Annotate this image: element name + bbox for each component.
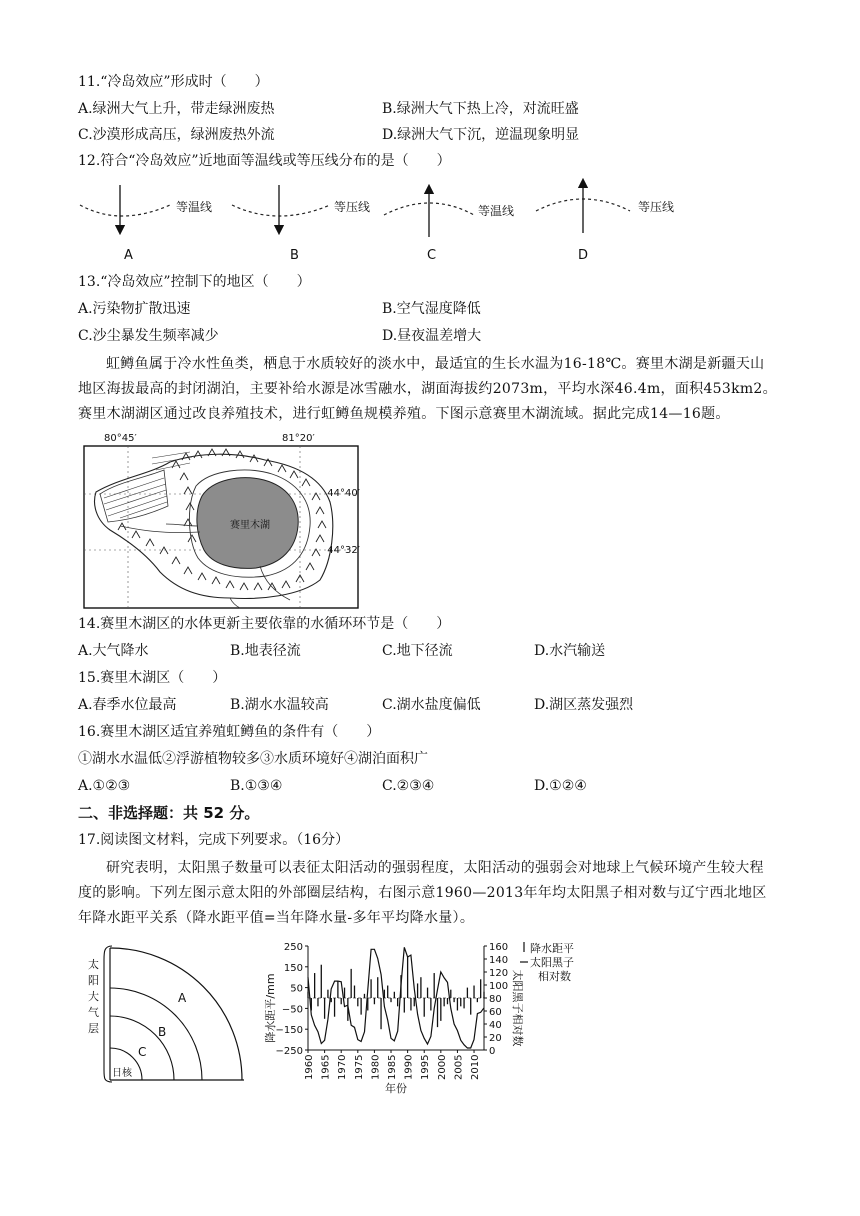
y-right-tick-label: 60: [489, 1007, 502, 1018]
q14-option-c: C.地下径流: [382, 643, 453, 659]
diagram-a: [80, 185, 212, 263]
y-left-tick-label: 250: [283, 942, 303, 953]
lake-label: 赛里木湖: [230, 520, 270, 531]
y-left-tick-label: −250: [275, 1046, 303, 1057]
q16-option-b: B.①③④: [230, 778, 283, 794]
y-right-tick-label: 140: [489, 955, 509, 966]
core-label: 日核: [112, 1068, 132, 1079]
q16-option-d: D.①②④: [534, 778, 587, 794]
x-tick-label: 1980: [370, 1054, 382, 1080]
q11-option-b: B.绿洲大气下热上冷，对流旺盛: [382, 101, 579, 117]
q13-option-b: B.空气湿度降低: [382, 301, 481, 317]
x-tick-label: 2005: [453, 1054, 465, 1080]
legend-sunspot-2: 相对数: [538, 970, 571, 983]
x-tick-label: 1990: [403, 1054, 415, 1080]
y-right-tick-label: 160: [489, 942, 509, 953]
diagram-b-letter: B: [290, 248, 299, 263]
diagram-d-letter: D: [578, 248, 589, 263]
q13-option-c: C.沙尘暴发生频率减少: [78, 328, 219, 344]
y-left-tick-label: 50: [290, 983, 303, 995]
x-tick-label: 1985: [387, 1054, 399, 1080]
x-axis-label: 年份: [385, 1082, 407, 1095]
map-lat-2: 44°32′: [327, 545, 360, 556]
q16-option-c: C.②③④: [382, 778, 435, 794]
q15-option-b: B.湖水水温较高: [230, 697, 329, 713]
q16-stem: 16.赛里木湖区适宜养殖虹鳟鱼的条件有（ ）: [78, 724, 381, 740]
diagram-d: [536, 183, 674, 263]
q16-option-a: A.①②③: [78, 778, 131, 794]
q17-stem: 17.阅读图文材料，完成下列要求。（16分）: [78, 832, 350, 848]
atmo-char-1: 太: [88, 958, 99, 971]
y-right-tick-label: 0: [489, 1046, 496, 1057]
sun-structure-figure: [82, 940, 262, 1088]
diagram-b: [232, 185, 370, 263]
x-tick-label: 1960: [304, 1054, 315, 1080]
q11-option-c: C.沙漠形成高压，绿洲废热外流: [78, 127, 275, 143]
q13-option-d: D.昼夜温差增大: [382, 328, 482, 344]
map-lat-1: 44°40′: [327, 488, 360, 499]
layer-c-label: C: [138, 1045, 147, 1059]
y-right-tick-label: 80: [489, 994, 502, 1005]
q11-option-a: A.绿洲大气上升，带走绿洲废热: [78, 101, 275, 117]
atmo-label-hidden: 太阳大气层: [82, 940, 87, 941]
q12-isoline-diagrams: [78, 175, 698, 265]
atmo-char-4: 气: [88, 1006, 99, 1019]
y-left-tick-label: −150: [275, 1025, 303, 1037]
y-right-label: 太阳黑子相对数: [511, 969, 524, 1047]
layer-a-label: A: [178, 991, 187, 1005]
map-lon-1: 80°45′: [104, 433, 137, 444]
diagram-c-label: 等温线: [478, 204, 515, 218]
x-tick-label: 2010: [470, 1054, 482, 1080]
diagram-d-label: 等压线: [638, 200, 675, 214]
y-right-tick-label: 20: [489, 1033, 502, 1044]
q17-passage: 研究表明，太阳黑子数量可以表征太阳活动的强弱程度，太阳活动的强弱会对地球上气候环境产生较大程度的影响。下列左图示意太阳的外部圈层结构，右图示意1960—2013年年均太阳黑子相对数与辽宁西北地区年降水距平关系（降水距平值=当年降水量-多年平均降水量）。: [78, 860, 767, 926]
x-tick-label: 2000: [436, 1054, 448, 1080]
y-left-tick-label: 150: [283, 962, 303, 974]
chart-legend: [520, 941, 574, 983]
diagram-a-letter: A: [124, 248, 133, 263]
q11-stem: 11.“冷岛效应”形成时（ ）: [78, 74, 269, 90]
q15-stem: 15.赛里木湖区（ ）: [78, 670, 227, 686]
layer-b-label: B: [158, 1025, 167, 1039]
q15-option-a: A.春季水位最高: [78, 697, 177, 713]
q14-option-d: D.水汽输送: [534, 643, 606, 659]
q15-option-d: D.湖区蒸发强烈: [534, 697, 634, 713]
y-right-tick-label: 100: [489, 981, 509, 992]
section-heading: 二、非选择题：共 52 分。: [78, 804, 260, 822]
x-tick-label: 1995: [420, 1054, 432, 1080]
q14-option-b: B.地表径流: [230, 643, 301, 659]
atmo-char-5: 层: [88, 1022, 99, 1035]
atmo-char-2: 阳: [88, 974, 99, 987]
y-left-label: 降水距平/mm: [264, 973, 277, 1043]
diagram-a-label: 等温线: [176, 200, 213, 214]
q16-items: ①湖水水温低②浮游植物较多③水质环境好④湖泊面积广: [78, 751, 428, 767]
atmo-char-3: 大: [88, 990, 99, 1003]
q13-stem: 13.“冷岛效应”控制下的地区（ ）: [78, 274, 311, 290]
diagram-c: [384, 189, 514, 263]
q13-option-a: A.污染物扩散迅速: [78, 301, 191, 317]
q14-stem: 14.赛里木湖区的水体更新主要依靠的水循环环节是（ ）: [78, 616, 451, 632]
legend-precip: 降水距平: [530, 942, 574, 955]
y-right-tick-label: 40: [489, 1020, 502, 1031]
map-lon-2: 81°20′: [282, 433, 315, 444]
x-tick-label: 1970: [337, 1054, 349, 1080]
q15-option-c: C.湖水盐度偏低: [382, 697, 481, 713]
q14-option-a: A.大气降水: [78, 643, 149, 659]
q11-option-d: D.绿洲大气下沉，逆温现象明显: [382, 127, 580, 143]
diagram-b-label: 等压线: [334, 200, 371, 214]
x-tick-label: 1965: [320, 1054, 332, 1080]
y-right-tick-label: 120: [489, 968, 509, 979]
q12-stem: 12.符合“冷岛效应”近地面等温线或等压线分布的是（ ）: [78, 153, 451, 169]
x-tick-label: 1975: [353, 1054, 365, 1080]
y-left-tick-label: −50: [281, 1004, 303, 1016]
passage-sayram-lake: 虹鳟鱼属于冷水性鱼类，栖息于水质较好的淡水中，最适宜的生长水温为16-18℃。赛里木湖是新疆天山地区海拔最高的封闭湖泊，主要补给水源是冰雪融水，湖面海拔约2073m，平均水深46.4m，面积453km2。赛里木湖湖区通过改良养殖技术，进行虹鳟鱼规模养殖。下图示意赛里木湖流域。据此完成14—16题。: [78, 356, 777, 422]
sayram-lake-map: [60, 430, 360, 615]
legend-sunspot: 太阳黑子: [530, 956, 574, 969]
diagram-c-letter: C: [427, 248, 437, 263]
sunspot-precipitation-chart: [262, 938, 642, 1098]
